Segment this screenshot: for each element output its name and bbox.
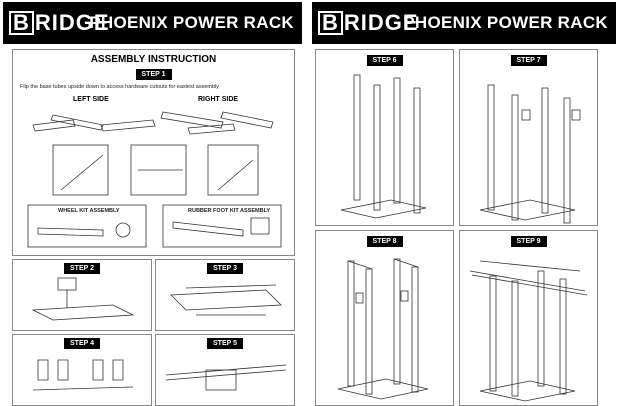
right-side-label: RIGHT SIDE	[198, 96, 239, 103]
wheel-kit-label: WHEEL KIT ASSEMBLY	[58, 208, 120, 214]
page-title-right: PHOENIX POWER RACK	[403, 13, 608, 32]
step7-panel	[459, 49, 598, 226]
step8-panel	[315, 230, 454, 406]
step1-label: STEP 1	[136, 69, 172, 80]
step2-label: STEP 2	[64, 263, 100, 274]
left-banner	[3, 2, 302, 44]
step6-panel	[315, 49, 454, 226]
step9-panel	[459, 230, 598, 406]
step3-label: STEP 3	[207, 263, 243, 274]
step4-label: STEP 4	[64, 338, 100, 349]
step1-instruction: Flip the base tubes upside down to access hardware cutouts for easiest assembly	[20, 84, 220, 90]
step1-panel	[12, 49, 295, 256]
right-banner	[312, 2, 616, 44]
brand-logo-right: B RIDGE	[318, 10, 419, 36]
step3-panel	[155, 259, 295, 331]
step6-label: STEP 6	[367, 55, 403, 66]
step1-drawing	[13, 50, 294, 255]
step9-label: STEP 9	[511, 236, 547, 247]
step4-panel	[12, 334, 152, 406]
brand-logo: B RIDGE	[9, 10, 110, 36]
step7-label: STEP 7	[511, 55, 547, 66]
step8-label: STEP 8	[367, 236, 403, 247]
left-side-label: LEFT SIDE	[73, 96, 109, 103]
right-page	[309, 0, 619, 405]
left-page	[0, 0, 305, 405]
step5-panel	[155, 334, 295, 406]
step2-panel	[12, 259, 152, 331]
page-title: PHOENIX POWER RACK	[89, 13, 294, 32]
assembly-heading: ASSEMBLY INSTRUCTION	[90, 54, 217, 65]
step5-label: STEP 5	[207, 338, 243, 349]
rubber-foot-kit-label: RUBBER FOOT KIT ASSEMBLY	[188, 208, 271, 214]
